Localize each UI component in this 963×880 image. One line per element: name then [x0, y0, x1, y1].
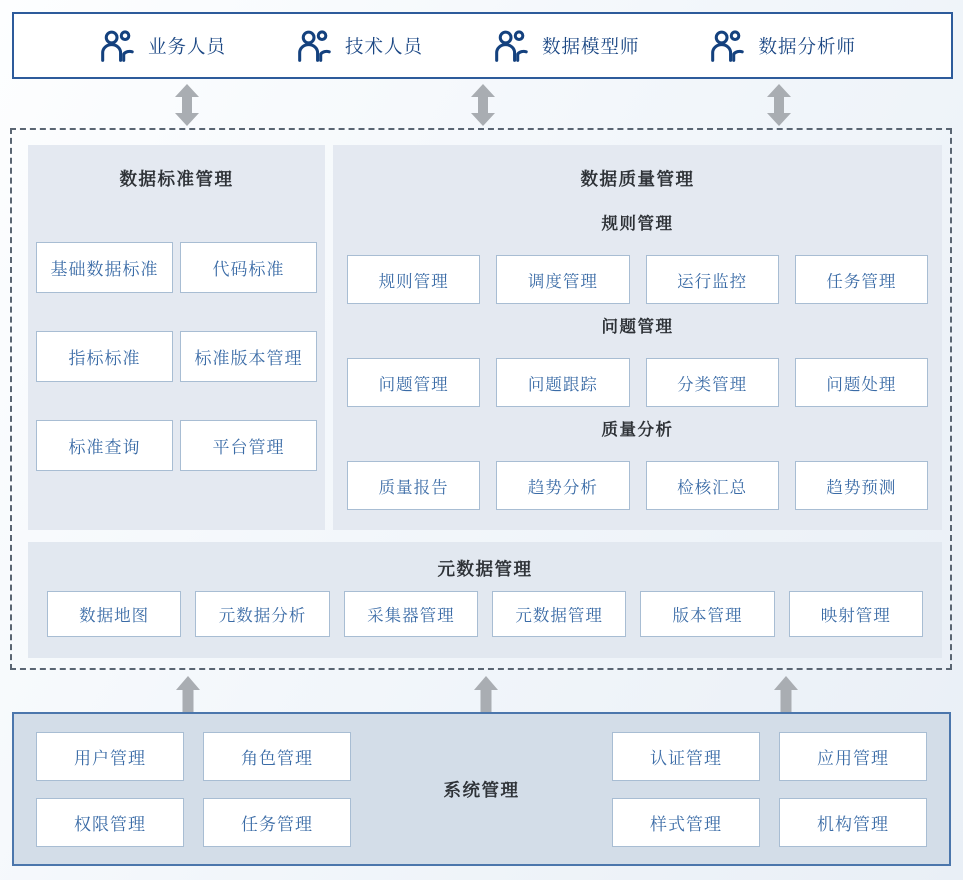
module-sys-task-management: 任务管理	[203, 798, 351, 847]
role-label: 技术人员	[344, 35, 423, 57]
module-metadata-analysis: 元数据分析	[195, 591, 329, 637]
users-icon	[296, 29, 332, 63]
users-icon	[493, 29, 529, 63]
panel-metadata	[28, 542, 942, 658]
role-label: 业务人员	[148, 35, 227, 57]
bidirectional-arrow-icon	[174, 84, 200, 131]
role-item-technical	[296, 29, 423, 63]
module-indicator-standard: 指标标准	[36, 331, 173, 382]
bidirectional-arrow-icon	[766, 84, 792, 131]
group-title-quality-analysis: 质量分析	[601, 421, 674, 439]
module-data-map: 数据地图	[47, 591, 181, 637]
module-task-management: 任务管理	[795, 255, 928, 304]
role-item-data-modeler	[493, 29, 640, 63]
system-right-group	[612, 732, 927, 847]
role-label: 数据模型师	[541, 35, 640, 57]
bidirectional-arrow-icon	[470, 84, 496, 131]
panel-system-management	[12, 712, 951, 866]
panel-title-data-standard: 数据标准管理	[119, 169, 234, 189]
module-platform-management: 平台管理	[180, 420, 317, 471]
module-quality-report: 质量报告	[347, 461, 480, 510]
module-org-management: 机构管理	[779, 798, 927, 847]
up-arrow-icon	[175, 676, 201, 717]
module-version-management: 版本管理	[640, 591, 774, 637]
role-item-data-analyst	[709, 29, 856, 63]
module-issue-handling: 问题处理	[795, 358, 928, 407]
module-standard-query: 标准查询	[36, 420, 173, 471]
module-basic-data-standard: 基础数据标准	[36, 242, 173, 293]
module-trend-analysis: 趋势分析	[496, 461, 629, 510]
module-rule-management: 规则管理	[347, 255, 480, 304]
module-check-summary: 检核汇总	[646, 461, 779, 510]
users-icon	[99, 29, 135, 63]
module-permission-management: 权限管理	[36, 798, 184, 847]
module-collector-management: 采集器管理	[344, 591, 478, 637]
module-category-management: 分类管理	[646, 358, 779, 407]
module-issue-tracking: 问题跟踪	[496, 358, 629, 407]
module-mapping-management: 映射管理	[789, 591, 923, 637]
role-label: 数据分析师	[758, 35, 856, 57]
panel-title-metadata: 元数据管理	[437, 559, 533, 579]
up-arrow-icon	[473, 676, 499, 717]
group-title-issue-management: 问题管理	[601, 318, 674, 336]
users-icon	[709, 29, 745, 63]
panel-data-quality	[333, 145, 942, 530]
role-item-business	[99, 29, 226, 63]
roles-bar	[12, 12, 953, 79]
system-left-group	[36, 732, 351, 847]
module-auth-management: 认证管理	[612, 732, 760, 781]
panel-title-system-management: 系统管理	[443, 779, 520, 800]
panel-title-data-quality: 数据质量管理	[580, 169, 695, 189]
up-arrow-icon	[773, 676, 799, 717]
module-issue-management: 问题管理	[347, 358, 480, 407]
module-role-management: 角色管理	[203, 732, 351, 781]
panel-data-standard	[28, 145, 325, 530]
module-style-management: 样式管理	[612, 798, 760, 847]
module-standard-version-management: 标准版本管理	[180, 331, 317, 382]
module-trend-forecast: 趋势预测	[795, 461, 928, 510]
module-run-monitoring: 运行监控	[646, 255, 779, 304]
group-title-rule-management: 规则管理	[601, 215, 674, 233]
module-app-management: 应用管理	[779, 732, 927, 781]
module-user-management: 用户管理	[36, 732, 184, 781]
module-schedule-management: 调度管理	[496, 255, 629, 304]
module-metadata-management: 元数据管理	[492, 591, 626, 637]
module-code-standard: 代码标准	[180, 242, 317, 293]
